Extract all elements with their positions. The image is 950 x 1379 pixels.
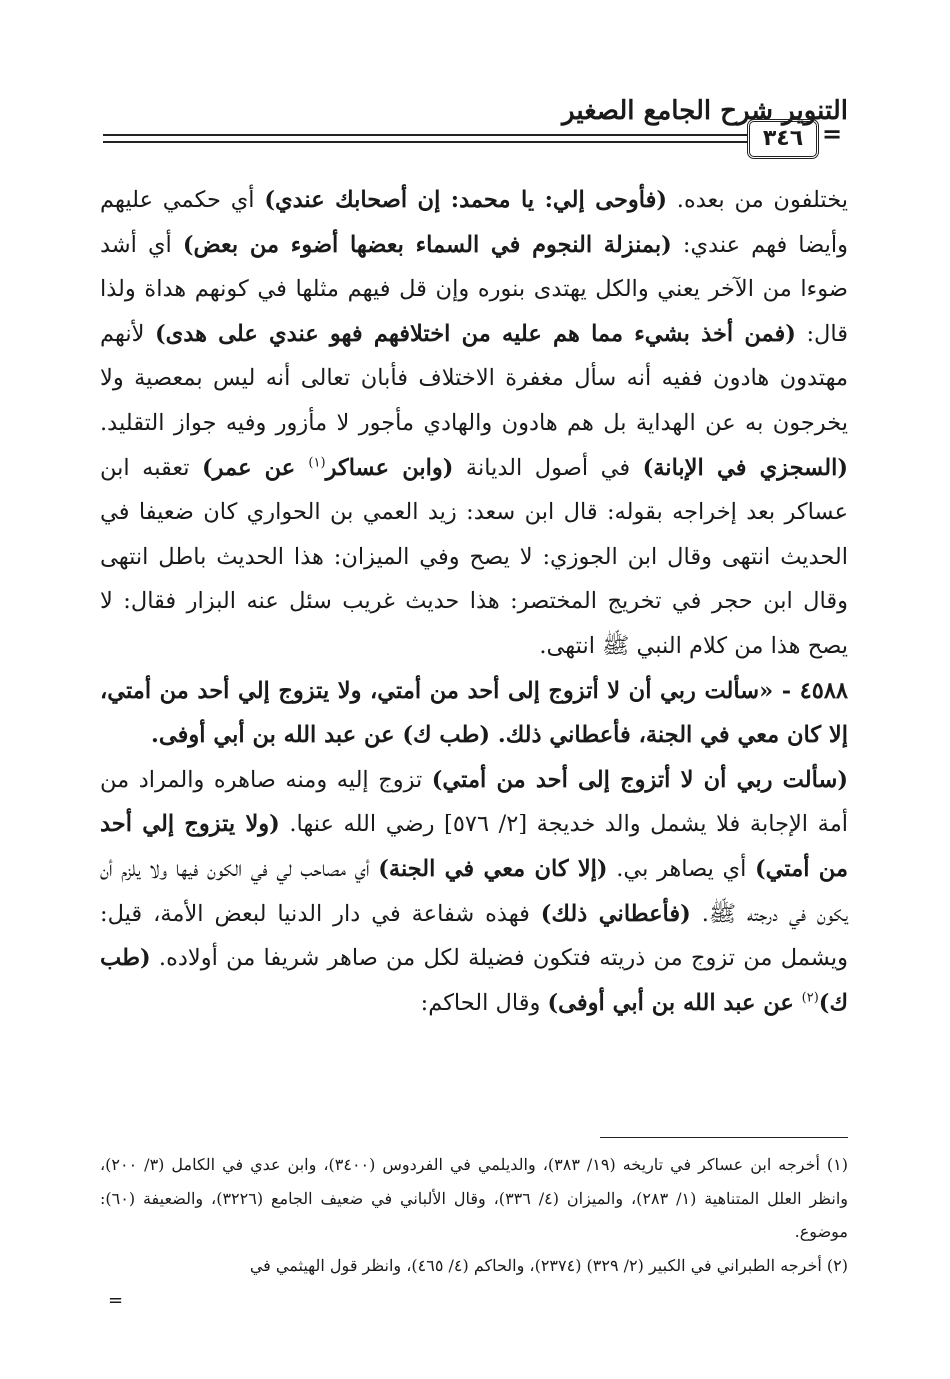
main-text: [100, 178, 848, 1025]
header-rule-top: [103, 134, 747, 136]
footnote-continuation-mark: =: [108, 1290, 124, 1311]
header-rule-bottom: [103, 141, 747, 143]
commentary-paragraph-2: (سألت ربي أن لا أتزوج إلى أحد من أمتي) تزوج إليه ومنه صاهره والمراد من أمة الإجابة فلا يشمل والد خديجة [٢/ ٥٧٦] رضي الله عنها. (ولا يتزوج إلي أحد من أمتي) أي يصاهر بي. (إلا كان معي في الجنة) أي مصاحب لي في الكون فيها ولا يلزم أن يكون في درجته ﷺ. (فأعطاني ذلك) فهذه شفاعة في دار الدنيا لبعض الأمة، قيل: ويشمل من تزوج من ذريته فتكون فضيلة لكل من صاهر شريفا من أولاده. (طب ك)$^{(٢)}$ عن عبد الله بن أبي أوفى) وقال الحاكم:: [100, 766, 848, 1016]
hadith-text: «سألت ربي أن لا أتزوج إلى أحد من أمتي، ولا يتزوج إلي أحد من أمتي، إلا كان معي في الجنة، فأعطاني ذلك. (طب ك) عن عبد الله بن أبي أوفى.: [100, 677, 848, 749]
footnote-ref-2[interactable]: (٢): [801, 990, 819, 1006]
header-separator-mark: =: [822, 120, 843, 148]
running-header-title: التنوير شرح الجامع الصغير: [562, 96, 848, 126]
footnote-1: (١) أخرجه ابن عساكر في تاريخه (١٩/ ٣٨٣)، والديلمي في الفردوس (٣٤٠٠)، وابن عدي في الكامل (٣/ ٢٠٠)، وانظر العلل المتناهية (١/ ٢٨٣)، والميزان (٤/ ٣٣٦)، وقال الألباني في ضعيف الجامع (٣٢٢٦)، والضعيفة (٦٠): موضوع.: [100, 1155, 849, 1241]
page-number: ٣٤٦: [747, 119, 819, 159]
footnotes: [100, 1148, 848, 1282]
hadith-entry: [100, 669, 848, 758]
hadith-number: ٤٥٨٨ -: [773, 677, 848, 704]
footnote-divider: [600, 1137, 848, 1138]
footnote-ref-1[interactable]: (١): [308, 455, 326, 471]
footnote-2: (٢) أخرجه الطبراني في الكبير (٢/ ٣٢٩) (٢٣٧٤)، والحاكم (٤/ ٤٦٥)، وانظر قول الهيثمي في: [249, 1255, 848, 1275]
commentary-paragraph: يختلفون من بعده. (فأوحى إلي: يا محمد: إن أصحابك عندي) أي حكمي عليهم وأيضا فهم عندي: (بمنزلة النجوم في السماء بعضها أضوء من بعض) أي أشد ضوءا من الآخر يعني والكل يهتدى بنوره وإن قل فيهم مثلها في كونهم هداة ولذا قال: (فمن أخذ بشيء مما هم عليه من اختلافهم فهو عندي على هدى) لأنهم مهتدون هادون ففيه أنه سأل مغفرة الاختلاف فأبان تعالى أنه ليس بمعصية ولا يخرجون به عن الهداية بل هم هادون والهادي مأجور لا مأزور وفيه جواز التقليد. (السجزي في الإبانة) في أصول الديانة (وابن عساكر$^{(١)}$ عن عمر) تعقبه ابن عساكر بعد إخراجه بقوله: قال ابن سعد: زيد العمي بن الحواري كان ضعيفا في الحديث انتهى وقال ابن الجوزي: لا يصح وفي الميزان: هذا الحديث باطل انتهى وقال ابن حجر في تخريج المختصر: هذا حديث غريب سئل عنه البزار فقال: لا يصح هذا من كلام النبي ﷺ انتهى.: [100, 187, 849, 659]
